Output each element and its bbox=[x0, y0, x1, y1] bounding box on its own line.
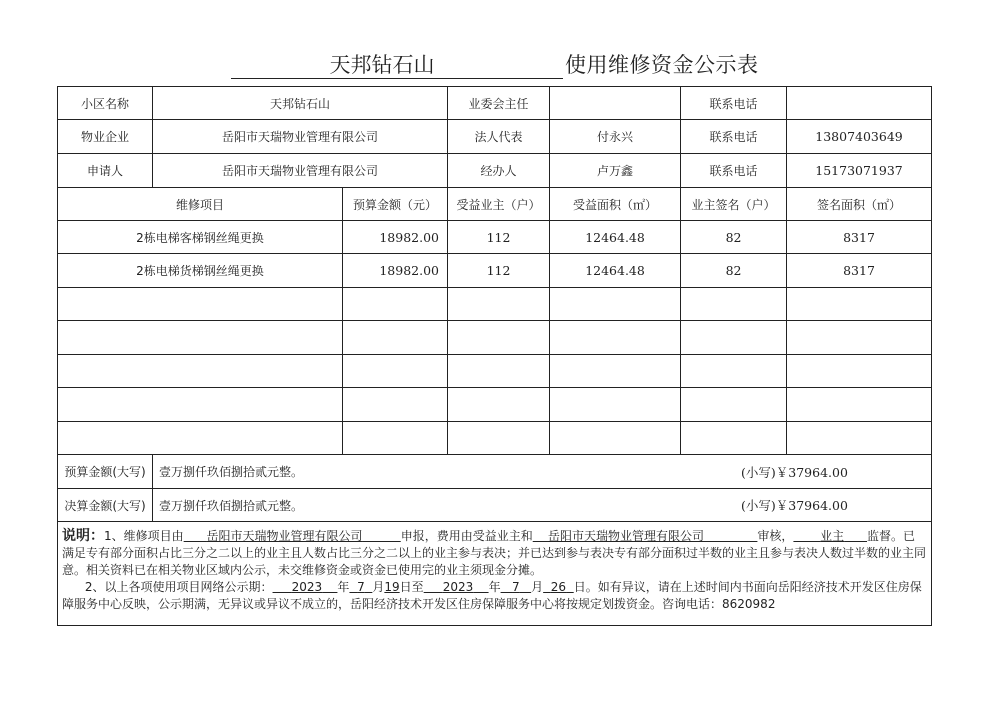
note-start-year: 2023 bbox=[291, 580, 323, 594]
note-p1-b: 申报，费用由受益业主和 bbox=[400, 529, 533, 543]
note-p1-c: 审核， bbox=[757, 529, 794, 543]
final-total-upper: 壹万捌仟玖佰捌拾贰元整。 bbox=[159, 498, 304, 513]
note-reviewer-company: 岳阳市天瑞物业管理有限公司 bbox=[547, 529, 704, 543]
final-total-row bbox=[58, 489, 932, 522]
col-header-project: 维修项目 bbox=[58, 188, 343, 221]
items-header-row bbox=[58, 188, 932, 221]
info-label-phone: 联系电话 bbox=[681, 154, 787, 188]
day-end-label: 日。 bbox=[573, 580, 598, 594]
item-budget: 18982.00 bbox=[343, 221, 448, 254]
info-value-handler: 卢万鑫 bbox=[550, 154, 681, 188]
note-p2-a: 2、以上各项使用项目网络公示期： bbox=[84, 580, 273, 594]
item-area: 12464.48 bbox=[550, 254, 681, 288]
info-value-applicant: 岳阳市天瑞物业管理有限公司 bbox=[153, 154, 448, 188]
note-start-day: 19 bbox=[384, 580, 400, 594]
info-value-committee-head bbox=[550, 87, 681, 120]
budget-total-lower: (小写)￥37964.00 bbox=[741, 464, 848, 480]
budget-total-label: 预算金额(大写) bbox=[58, 455, 153, 489]
info-value-phone: 15173071937 bbox=[787, 154, 932, 188]
budget-total-upper: 壹万捌仟玖佰捌拾贰元整。 bbox=[159, 465, 304, 479]
info-label-phone: 联系电话 bbox=[681, 120, 787, 154]
budget-total-row bbox=[58, 455, 932, 489]
info-label-handler: 经办人 bbox=[448, 154, 550, 188]
item-signed: 82 bbox=[681, 254, 787, 288]
col-header-signed-area: 签名面积（㎡） bbox=[787, 188, 932, 221]
month-label: 月 bbox=[372, 580, 385, 594]
info-row bbox=[58, 120, 932, 154]
month-label: 月 bbox=[531, 580, 544, 594]
title-community-name-underline bbox=[231, 52, 563, 79]
item-signed: 82 bbox=[681, 221, 787, 254]
final-total-amount bbox=[153, 489, 932, 522]
item-project: 2栋电梯货梯钢丝绳更换 bbox=[58, 254, 343, 288]
item-signed-area: 8317 bbox=[787, 254, 932, 288]
note-supervisor: 业主 bbox=[820, 529, 845, 543]
item-signed-area: 8317 bbox=[787, 221, 932, 254]
empty-row bbox=[58, 321, 932, 355]
info-label-legal-rep: 法人代表 bbox=[448, 120, 550, 154]
empty-row bbox=[58, 388, 932, 422]
item-budget: 18982.00 bbox=[343, 254, 448, 288]
note-end-year: 2023 bbox=[442, 580, 474, 594]
col-header-budget: 预算金额（元） bbox=[343, 188, 448, 221]
info-row bbox=[58, 154, 932, 188]
info-label-community: 小区名称 bbox=[58, 87, 153, 120]
title-suffix: 使用维修资金公示表 bbox=[565, 53, 759, 77]
note-p2-b: 如有异议，请在上述时间内书面向岳阳经济技术开发区住房保障服务中心反映，公示期满，无异议或异议不成立的，岳阳经济技术开发区住房保障服务中心将按规定划拨资金。咨询电话：8620982 bbox=[62, 580, 922, 611]
info-value-community: 天邦钻石山 bbox=[153, 87, 448, 120]
year-label: 年 bbox=[488, 580, 501, 594]
note-end-day: 26 bbox=[550, 580, 567, 594]
item-owners: 112 bbox=[448, 254, 550, 288]
info-value-phone bbox=[787, 87, 932, 120]
info-row bbox=[58, 87, 932, 120]
day-to-label: 日至 bbox=[399, 580, 424, 594]
info-label-property-company: 物业企业 bbox=[58, 120, 153, 154]
item-owners: 112 bbox=[448, 221, 550, 254]
note-row bbox=[58, 522, 932, 626]
maintenance-fund-table bbox=[57, 86, 932, 626]
item-area: 12464.48 bbox=[550, 221, 681, 254]
note-applicant-company: 岳阳市天瑞物业管理有限公司 bbox=[206, 529, 363, 543]
info-label-committee-head: 业委会主任 bbox=[448, 87, 550, 120]
note-p1-d: 监督。已满足专有部分面积占比三分之二以上的业主且人数占比三分之二以上的业主参与表决；并已达到参与表决专有部分面积过半数的业主且参与表决人数过半数的业主同意。相关资料已在相关物业区域内公示，未交维修资金或资金已使用完的业主须现金分摊。 bbox=[62, 529, 927, 577]
empty-row bbox=[58, 288, 932, 321]
col-header-owners: 受益业主（户） bbox=[448, 188, 550, 221]
note-heading: 说明： bbox=[62, 528, 104, 544]
note-end-month: 7 bbox=[512, 580, 520, 594]
info-value-legal-rep: 付永兴 bbox=[550, 120, 681, 154]
col-header-signed: 业主签名（户） bbox=[681, 188, 787, 221]
col-header-area: 受益面积（㎡） bbox=[550, 188, 681, 221]
note-start-month: 7 bbox=[357, 580, 365, 594]
table-row bbox=[58, 254, 932, 288]
table-row bbox=[58, 221, 932, 254]
empty-row bbox=[58, 355, 932, 388]
info-label-phone: 联系电话 bbox=[681, 87, 787, 120]
note-text bbox=[58, 522, 932, 626]
info-value-property-company: 岳阳市天瑞物业管理有限公司 bbox=[153, 120, 448, 154]
note-p1-a: 1、维修项目由 bbox=[104, 529, 184, 543]
final-total-label: 决算金额(大写) bbox=[58, 489, 153, 522]
year-label: 年 bbox=[337, 580, 350, 594]
budget-total-amount bbox=[153, 455, 932, 489]
info-value-phone: 13807403649 bbox=[787, 120, 932, 154]
item-project: 2栋电梯客梯钢丝绳更换 bbox=[58, 221, 343, 254]
document-title bbox=[0, 44, 1000, 84]
empty-row bbox=[58, 422, 932, 455]
final-total-lower: (小写)￥37964.00 bbox=[741, 498, 848, 513]
title-community-name: 天邦钻石山 bbox=[329, 53, 435, 77]
info-label-applicant: 申请人 bbox=[58, 154, 153, 188]
